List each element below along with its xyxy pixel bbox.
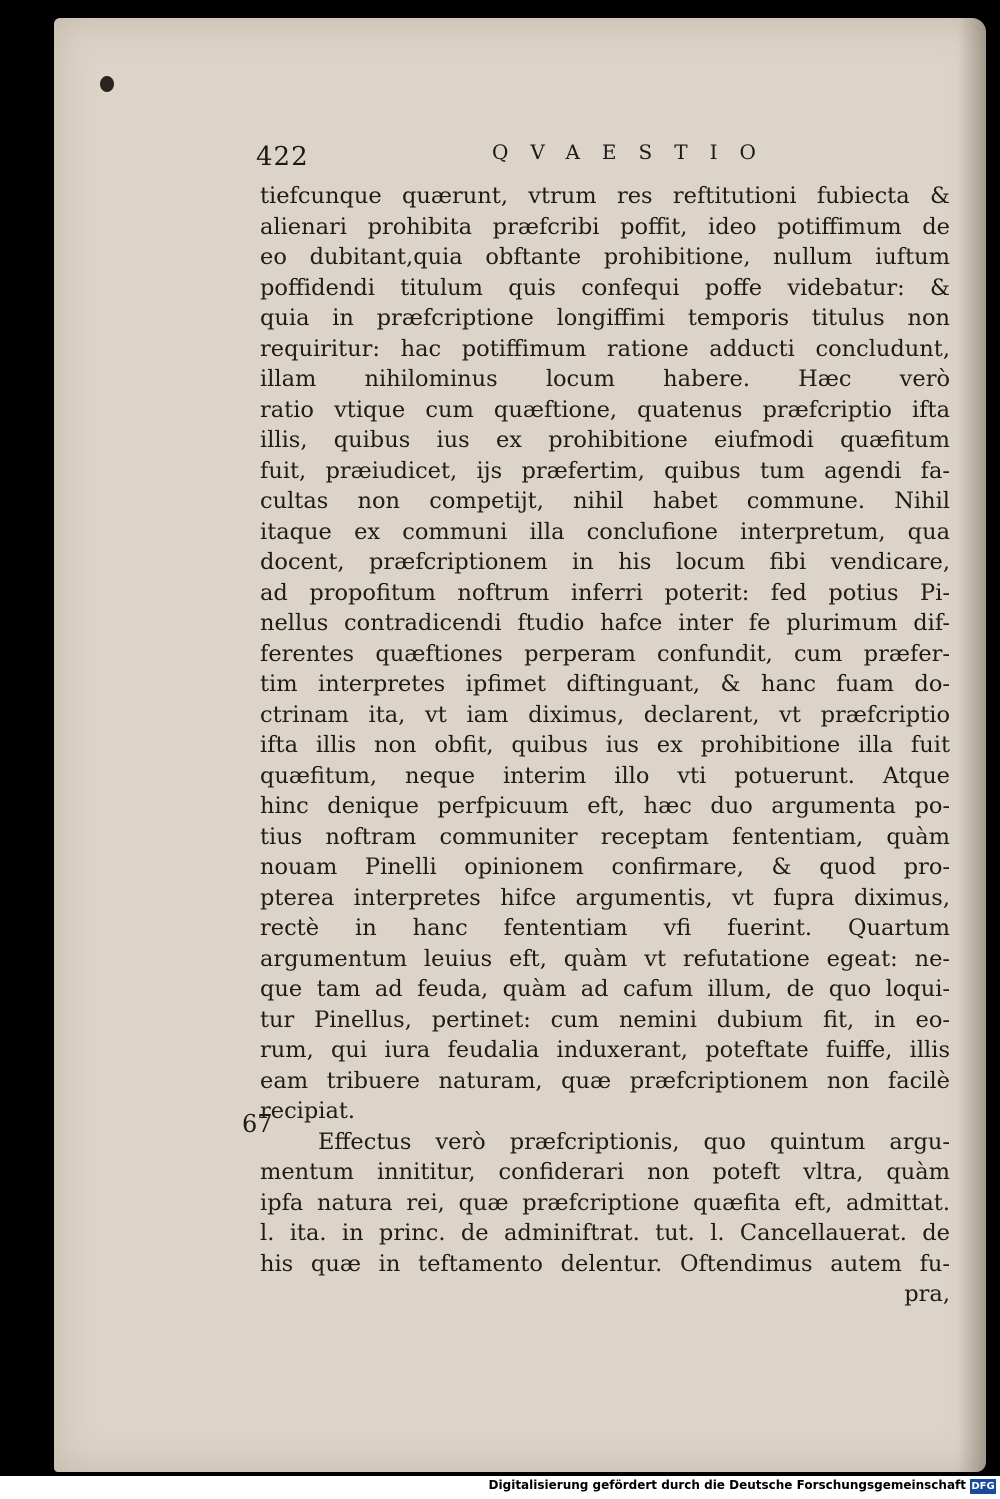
text-line: poffidendi titulum quis confequi poffe videbatur: & <box>260 274 950 301</box>
text-line: tur Pinellus, pertinet: cum nemini dubium fit, in eo- <box>260 1006 950 1033</box>
text-line: illis, quibus ius ex prohibitione eiufmodi quæfitum <box>260 427 950 453</box>
dfg-logo: DFG <box>971 1481 995 1492</box>
page-edge-shadow <box>958 18 986 1472</box>
text-line: mentum innititur, confiderari non poteft vltra, quàm <box>260 1159 950 1185</box>
text-line: ipfa natura rei, quæ præfcriptione quæfita eft, admittat. <box>260 1189 950 1216</box>
running-title: QVAESTIO <box>492 140 778 164</box>
text-line: fuit, præiudicet, ijs præfertim, quibus tum agendi fa- <box>260 457 950 484</box>
text-line: eo dubitant,quia obftante prohibitione, nullum iuftum <box>260 244 950 270</box>
text-line: ferentes quæftiones perperam confundit, cum præfer- <box>260 640 950 667</box>
text-line: tiefcunque quærunt, vtrum res reftitutioni fubiecta & <box>260 183 950 209</box>
text-line: argumentum leuius eft, quàm vt refutatione egeat: ne- <box>260 945 950 972</box>
text-line: que tam ad feuda, quàm ad cafum illum, de quo loqui- <box>260 976 950 1002</box>
page-number: 422 <box>256 142 309 172</box>
catchword: pra, <box>904 1281 950 1307</box>
body-text <box>260 181 950 1310</box>
text-line: recipiat. <box>260 1098 356 1124</box>
text-line: ctrinam ita, vt iam diximus, declarent, vt præfcriptio <box>260 701 950 728</box>
text-line: illam nihilominus locum habere. Hæc verò <box>260 366 950 392</box>
footer-credit: Digitalisierung gefördert durch die Deutsche Forschungsgemeinschaft <box>488 1478 966 1492</box>
text-line: rectè in hanc fententiam vfi fuerint. Quartum <box>260 915 950 941</box>
text-line: ifta illis non obfit, quibus ius ex prohibitione illa fuit <box>260 732 950 758</box>
text-line: nouam Pinelli opinionem confirmare, & quod pro- <box>260 854 950 880</box>
ink-blot <box>100 76 114 92</box>
text-line: tius noftram communiter receptam fententiam, quàm <box>260 823 950 850</box>
text-line: requiritur: hac potiffimum ratione adducti concludunt, <box>260 335 950 362</box>
page-header <box>256 140 776 174</box>
text-line: ratio vtique cum quæftione, quatenus præfcriptio ifta <box>260 396 950 423</box>
text-line: eam tribuere naturam, quæ præfcriptionem non facilè <box>260 1067 950 1094</box>
text-line: itaque ex communi illa conclufione interpretum, qua <box>260 518 950 545</box>
text-line: cultas non competijt, nihil habet commune. Nihil <box>260 488 950 514</box>
text-line: quia in præfcriptione longiffimi temporis titulus non <box>260 305 950 331</box>
text-line: pterea interpretes hifce argumentis, vt fupra diximus, <box>260 884 950 911</box>
text-line: docent, præfcriptionem in his locum fibi vendicare, <box>260 549 950 575</box>
text-line: l. ita. in princ. de adminiftrat. tut. l. Cancellauerat. de <box>260 1220 950 1246</box>
text-line: nellus contradicendi ftudio hafce inter fe plurimum dif- <box>260 610 950 636</box>
marginal-paragraph-number: 67 <box>242 1110 273 1138</box>
text-line: Effectus verò præfcriptionis, quo quintum argu- <box>318 1128 950 1155</box>
text-line: tim interpretes ipfimet diftinguant, & hanc fuam do- <box>260 671 950 697</box>
text-line: ad propofitum noftrum inferri poterit: fed potius Pi- <box>260 579 950 606</box>
text-line: hinc denique perfpicuum eft, hæc duo argumenta po- <box>260 793 950 819</box>
text-line: quæfitum, neque interim illo vti potuerunt. Atque <box>260 762 950 789</box>
text-line: rum, qui iura feudalia induxerant, poteftate fuiffe, illis <box>260 1037 950 1063</box>
text-line: his quæ in teftamento delentur. Oftendimus autem fu- <box>260 1250 950 1277</box>
footer-strip <box>0 1476 1000 1499</box>
text-line: alienari prohibita præfcribi poffit, ideo potiffimum de <box>260 213 950 240</box>
